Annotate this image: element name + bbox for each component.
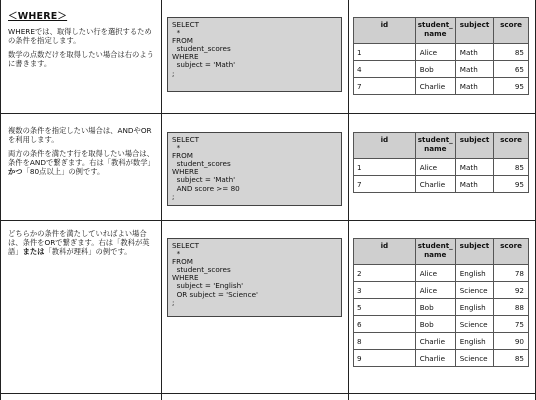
table-cell: Math: [455, 78, 493, 95]
explanation-paragraph: [8, 27, 156, 45]
table-cell: 5: [354, 299, 416, 316]
paragraph-text: 「教科が理科」の例です。: [44, 247, 132, 256]
column-header: student_ name: [415, 18, 455, 44]
table-cell: 9: [354, 350, 416, 367]
table-row: [354, 333, 529, 350]
column-header: score: [494, 239, 529, 265]
table-row: [354, 265, 529, 282]
table-cell: Charlie: [415, 78, 455, 95]
table-header-row: [354, 133, 529, 159]
table-row: [354, 61, 529, 78]
column-header: id: [354, 239, 416, 265]
table-cell: 7: [354, 176, 416, 193]
table-cell: 1: [354, 159, 416, 176]
explanation-paragraph: [8, 126, 156, 144]
table-cell: Charlie: [415, 350, 455, 367]
table-cell: 3: [354, 282, 416, 299]
result-table: [353, 17, 529, 95]
paragraph-text: どちらかの条件を満たしていればよい場合は、条件をORで繋ぎます。右は「教科が英語」: [8, 229, 150, 256]
section-heading: ＜WHERE＞: [8, 11, 68, 22]
explanation-paragraph: [8, 50, 156, 68]
table-cell: 85: [494, 44, 529, 61]
explanation-paragraph: [8, 229, 156, 256]
table-cell: English: [455, 299, 493, 316]
explanation-cell: [8, 229, 156, 261]
table-cell: Math: [455, 44, 493, 61]
sql-code-block: SELECT * FROM student_scores WHERE subject = 'Math' AND score >= 80 ;: [167, 132, 342, 206]
table-cell: 7: [354, 78, 416, 95]
emphasis-text: または: [22, 247, 45, 256]
table-cell: 65: [494, 61, 529, 78]
sql-code-block: SELECT * FROM student_scores WHERE subject = 'English' OR subject = 'Science' ;: [167, 238, 342, 317]
table-row: [354, 316, 529, 333]
table-cell: 90: [494, 333, 529, 350]
explanation-paragraph: [8, 149, 156, 176]
row-divider: [0, 220, 536, 221]
paragraph-text: 「80点以上」の例です。: [22, 167, 105, 176]
result-table: [353, 238, 529, 367]
table-cell: Charlie: [415, 176, 455, 193]
table-row: [354, 159, 529, 176]
column-header: subject: [455, 18, 493, 44]
column-header: score: [494, 133, 529, 159]
explanation-cell: [8, 8, 156, 73]
column-header: subject: [455, 133, 493, 159]
table-cell: Math: [455, 176, 493, 193]
table-cell: Science: [455, 316, 493, 333]
paragraph-text: 複数の条件を指定したい場合は、ANDやORを利用します。: [8, 126, 152, 144]
table-cell: 85: [494, 159, 529, 176]
table-cell: English: [455, 265, 493, 282]
column-divider: [348, 0, 349, 400]
table-cell: 1: [354, 44, 416, 61]
table-cell: Math: [455, 159, 493, 176]
table-cell: English: [455, 333, 493, 350]
table-cell: Science: [455, 350, 493, 367]
table-cell: 95: [494, 176, 529, 193]
table-cell: Bob: [415, 316, 455, 333]
column-header: score: [494, 18, 529, 44]
table-row: [354, 78, 529, 95]
table-cell: 95: [494, 78, 529, 95]
column-divider: [0, 0, 1, 400]
table-header-row: [354, 18, 529, 44]
column-header: id: [354, 18, 416, 44]
table-row: [354, 282, 529, 299]
table-cell: Charlie: [415, 333, 455, 350]
table-cell: Alice: [415, 44, 455, 61]
table-cell: 8: [354, 333, 416, 350]
column-header: id: [354, 133, 416, 159]
row-divider: [0, 113, 536, 114]
table-cell: 75: [494, 316, 529, 333]
table-cell: 88: [494, 299, 529, 316]
table-cell: 78: [494, 265, 529, 282]
table-cell: Alice: [415, 159, 455, 176]
table-cell: Math: [455, 61, 493, 78]
paragraph-text: WHEREでは、取得したい行を選択するための条件を指定します。: [8, 27, 152, 45]
column-divider: [161, 0, 162, 400]
table-row: [354, 299, 529, 316]
table-cell: 2: [354, 265, 416, 282]
column-header: student_ name: [415, 133, 455, 159]
table-cell: 92: [494, 282, 529, 299]
table-cell: 4: [354, 61, 416, 78]
paragraph-text: 数学の点数だけを取得したい場合は右のように書きます。: [8, 50, 154, 68]
table-row: [354, 350, 529, 367]
table-cell: Bob: [415, 299, 455, 316]
emphasis-text: かつ: [8, 167, 23, 176]
table-cell: Alice: [415, 282, 455, 299]
column-header: subject: [455, 239, 493, 265]
result-table: [353, 132, 529, 193]
table-header-row: [354, 239, 529, 265]
column-header: student_ name: [415, 239, 455, 265]
table-cell: Science: [455, 282, 493, 299]
table-row: [354, 176, 529, 193]
table-row: [354, 44, 529, 61]
table-cell: 85: [494, 350, 529, 367]
explanation-cell: [8, 126, 156, 181]
row-divider: [0, 393, 536, 394]
paragraph-text: 両方の条件を満たす行を取得したい場合は、条件をANDで繋ぎます。右は「教科が数学」: [8, 149, 155, 167]
sql-code-block: SELECT * FROM student_scores WHERE subject = 'Math' ;: [167, 17, 342, 92]
table-cell: Bob: [415, 61, 455, 78]
table-cell: 6: [354, 316, 416, 333]
table-cell: Alice: [415, 265, 455, 282]
